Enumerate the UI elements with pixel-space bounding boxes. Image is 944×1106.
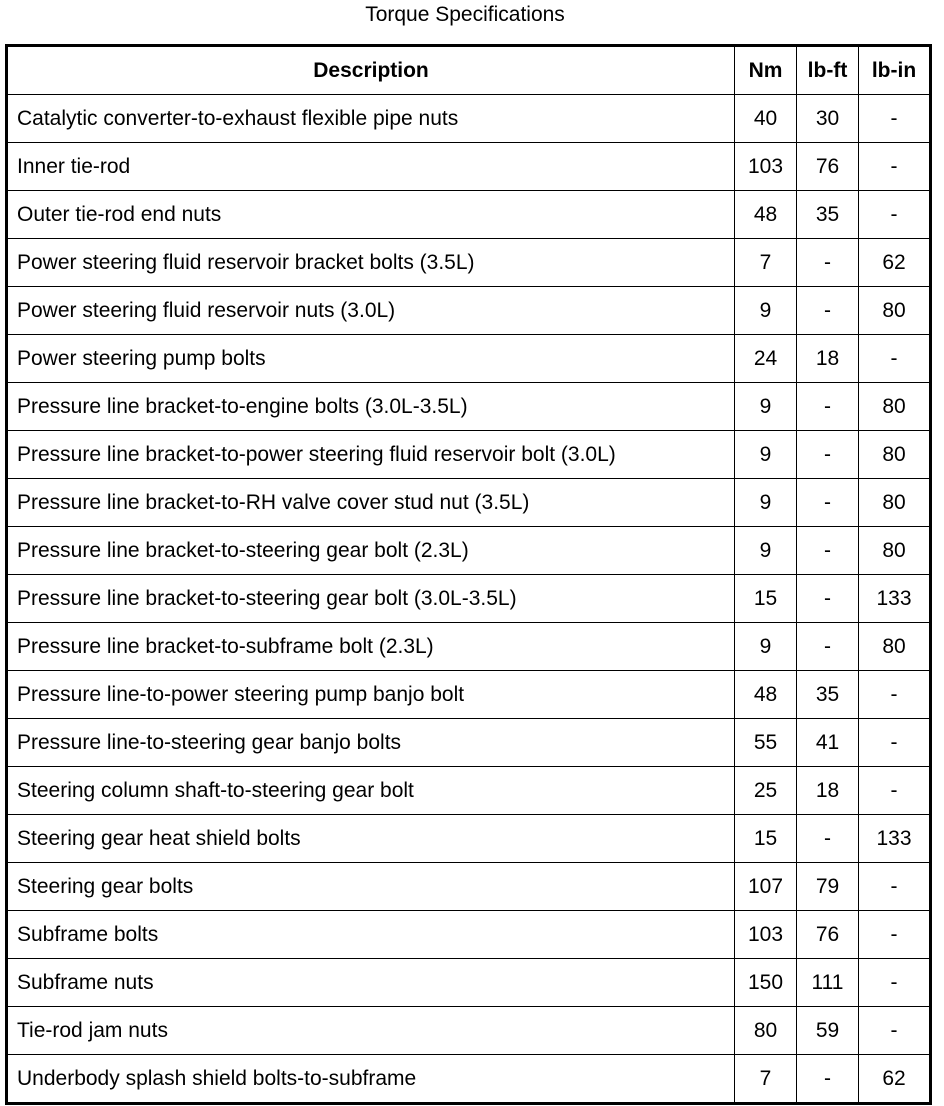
cell-lbft: -: [797, 623, 859, 671]
cell-lbft: 111: [797, 959, 859, 1007]
table-row: [7, 671, 931, 719]
table-row: [7, 1055, 931, 1104]
table-row: [7, 287, 931, 335]
cell-lbft: 79: [797, 863, 859, 911]
table-row: [7, 815, 931, 863]
table-row: [7, 95, 931, 143]
cell-lbft: 76: [797, 911, 859, 959]
cell-lbin: 62: [859, 239, 931, 287]
cell-nm: 9: [735, 287, 797, 335]
cell-lbft: 18: [797, 335, 859, 383]
table-row: [7, 239, 931, 287]
cell-lbft: 18: [797, 767, 859, 815]
table-row: [7, 383, 931, 431]
cell-nm: 24: [735, 335, 797, 383]
cell-lbin: 62: [859, 1055, 931, 1104]
cell-nm: 7: [735, 1055, 797, 1104]
cell-lbin: 80: [859, 287, 931, 335]
cell-lbin: 133: [859, 815, 931, 863]
table-row: [7, 143, 931, 191]
cell-lbin: -: [859, 191, 931, 239]
cell-lbft: -: [797, 383, 859, 431]
cell-nm: 15: [735, 815, 797, 863]
cell-lbft: -: [797, 575, 859, 623]
cell-lbin: -: [859, 95, 931, 143]
cell-description: Pressure line-to-power steering pump banjo bolt: [7, 671, 735, 719]
cell-nm: 15: [735, 575, 797, 623]
cell-lbft: -: [797, 479, 859, 527]
cell-nm: 103: [735, 911, 797, 959]
cell-lbin: 133: [859, 575, 931, 623]
cell-nm: 9: [735, 383, 797, 431]
cell-description: Subframe bolts: [7, 911, 735, 959]
cell-description: Underbody splash shield bolts-to-subframe: [7, 1055, 735, 1104]
cell-nm: 40: [735, 95, 797, 143]
cell-nm: 9: [735, 623, 797, 671]
cell-nm: 48: [735, 191, 797, 239]
table-row: [7, 335, 931, 383]
cell-lbin: 80: [859, 623, 931, 671]
cell-description: Steering gear heat shield bolts: [7, 815, 735, 863]
table-row: [7, 431, 931, 479]
cell-description: Power steering fluid reservoir nuts (3.0L): [7, 287, 735, 335]
cell-lbft: 30: [797, 95, 859, 143]
cell-description: Pressure line bracket-to-engine bolts (3.0L-3.5L): [7, 383, 735, 431]
cell-lbin: -: [859, 143, 931, 191]
cell-nm: 107: [735, 863, 797, 911]
cell-description: Steering column shaft-to-steering gear bolt: [7, 767, 735, 815]
cell-lbft: -: [797, 287, 859, 335]
table-row: [7, 479, 931, 527]
cell-lbft: -: [797, 239, 859, 287]
cell-lbft: 41: [797, 719, 859, 767]
cell-lbft: -: [797, 431, 859, 479]
cell-description: Inner tie-rod: [7, 143, 735, 191]
cell-description: Pressure line bracket-to-steering gear bolt (2.3L): [7, 527, 735, 575]
cell-lbft: 59: [797, 1007, 859, 1055]
cell-description: Power steering fluid reservoir bracket bolts (3.5L): [7, 239, 735, 287]
torque-spec-table: [5, 44, 932, 1105]
cell-lbin: -: [859, 1007, 931, 1055]
cell-lbin: 80: [859, 527, 931, 575]
cell-nm: 7: [735, 239, 797, 287]
cell-lbin: -: [859, 719, 931, 767]
column-header-lbin: lb-in: [859, 46, 931, 95]
table-row: [7, 863, 931, 911]
cell-lbin: -: [859, 959, 931, 1007]
page-title: Torque Specifications: [365, 3, 565, 26]
cell-lbin: -: [859, 335, 931, 383]
cell-lbin: -: [859, 911, 931, 959]
cell-lbin: 80: [859, 383, 931, 431]
cell-nm: 80: [735, 1007, 797, 1055]
table-header-row: [7, 46, 931, 95]
cell-lbin: 80: [859, 431, 931, 479]
cell-lbin: -: [859, 863, 931, 911]
cell-description: Tie-rod jam nuts: [7, 1007, 735, 1055]
table-row: [7, 1007, 931, 1055]
cell-lbin: -: [859, 671, 931, 719]
column-header-description: Description: [7, 46, 735, 95]
cell-nm: 150: [735, 959, 797, 1007]
cell-lbin: -: [859, 767, 931, 815]
cell-description: Outer tie-rod end nuts: [7, 191, 735, 239]
table-row: [7, 191, 931, 239]
table-row: [7, 527, 931, 575]
cell-nm: 9: [735, 527, 797, 575]
table-row: [7, 959, 931, 1007]
column-header-lbft: lb-ft: [797, 46, 859, 95]
cell-nm: 55: [735, 719, 797, 767]
cell-nm: 25: [735, 767, 797, 815]
cell-description: Pressure line-to-steering gear banjo bolts: [7, 719, 735, 767]
cell-nm: 9: [735, 431, 797, 479]
cell-description: Pressure line bracket-to-power steering fluid reservoir bolt (3.0L): [7, 431, 735, 479]
cell-description: Pressure line bracket-to-steering gear bolt (3.0L-3.5L): [7, 575, 735, 623]
cell-lbft: 35: [797, 671, 859, 719]
table-row: [7, 623, 931, 671]
cell-lbft: -: [797, 527, 859, 575]
table-body: [7, 95, 931, 1104]
cell-nm: 103: [735, 143, 797, 191]
table-row: [7, 575, 931, 623]
cell-lbft: 76: [797, 143, 859, 191]
cell-description: Steering gear bolts: [7, 863, 735, 911]
column-header-nm: Nm: [735, 46, 797, 95]
cell-description: Power steering pump bolts: [7, 335, 735, 383]
cell-description: Subframe nuts: [7, 959, 735, 1007]
table-row: [7, 719, 931, 767]
cell-lbft: -: [797, 1055, 859, 1104]
cell-lbft: -: [797, 815, 859, 863]
cell-description: Pressure line bracket-to-subframe bolt (2.3L): [7, 623, 735, 671]
cell-description: Pressure line bracket-to-RH valve cover stud nut (3.5L): [7, 479, 735, 527]
table-row: [7, 767, 931, 815]
cell-description: Catalytic converter-to-exhaust flexible pipe nuts: [7, 95, 735, 143]
cell-lbin: 80: [859, 479, 931, 527]
cell-lbft: 35: [797, 191, 859, 239]
cell-nm: 9: [735, 479, 797, 527]
cell-nm: 48: [735, 671, 797, 719]
table-row: [7, 911, 931, 959]
